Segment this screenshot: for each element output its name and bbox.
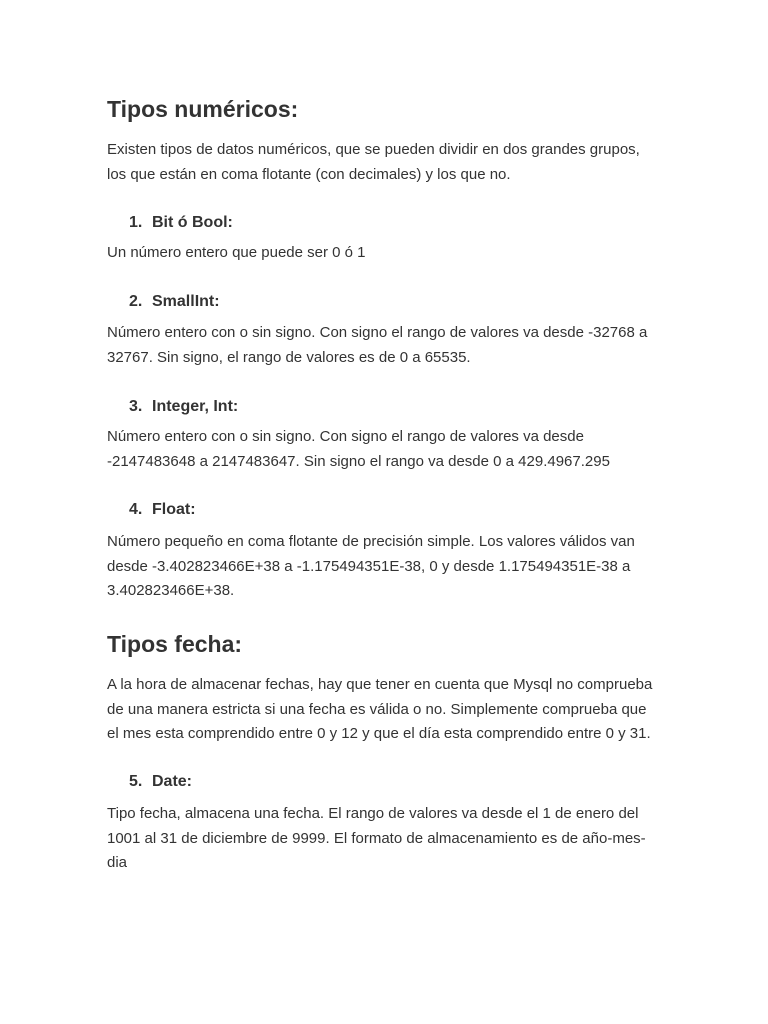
date-description — [107, 802, 667, 876]
section-heading-numeric: Tipos numéricos: — [107, 96, 299, 122]
list-item-title: Date: — [152, 773, 193, 790]
date-intro-line-1: A la hora de almacenar fechas, hay que tener en cuenta que Mysql no comprueba — [107, 676, 653, 693]
numeric-intro — [107, 138, 667, 187]
list-item-number: 2. — [129, 293, 143, 310]
list-item-title: Integer, Int: — [152, 398, 239, 415]
float-description — [107, 530, 667, 604]
smallint-description-line-1: Número entero con o sin signo. Con signo el rango de valores va desde -32768 a — [107, 324, 648, 341]
section-heading-date: Tipos fecha: — [107, 631, 243, 657]
list-item-number: 3. — [129, 398, 143, 415]
list-item-integer — [129, 397, 238, 417]
float-description-line-3: 3.402823466E+38. — [107, 582, 235, 599]
date-description-line-3: dia — [107, 854, 128, 871]
bit-bool-description — [107, 241, 667, 266]
list-item-bit-bool — [129, 213, 233, 233]
date-description-line-2: 1001 al 31 de diciembre de 9999. El formato de almacenamiento es de año-mes- — [107, 829, 646, 847]
integer-description — [107, 425, 667, 474]
float-description-line-2: desde -3.402823466E+38 a -1.175494351E-38, 0 y desde 1.175494351E-38 a — [107, 557, 631, 575]
bit-bool-description-line-1: Un número entero que puede ser 0 ó 1 — [107, 244, 366, 261]
numeric-intro-line-1: Existen tipos de datos numéricos, que se pueden dividir en dos grandes grupos, — [107, 141, 640, 158]
float-description-line-1: Número pequeño en coma flotante de precisión simple. Los valores válidos van — [107, 533, 635, 550]
list-item-title: SmallInt: — [152, 293, 220, 310]
list-item-title: Bit ó Bool: — [152, 214, 233, 231]
list-item-float — [129, 500, 196, 520]
smallint-description-line-2: 32767. Sin signo, el rango de valores es de 0 a 65535. — [107, 348, 471, 366]
list-item-date — [129, 772, 192, 792]
date-intro-line-2: de una manera estricta si una fecha es válida o no. Simplemente comprueba que — [107, 700, 647, 718]
date-intro-line-3: el mes esta comprendido entre 0 y 12 y que el día esta comprendido entre 0 y 31. — [107, 725, 651, 742]
numeric-intro-line-2: los que están en coma flotante (con decimales) y los que no. — [107, 165, 511, 183]
integer-description-line-2: -2147483648 a 2147483647. Sin signo el rango va desde 0 a 429.4967.295 — [107, 452, 610, 470]
list-item-title: Float: — [152, 501, 196, 518]
date-description-line-1: Tipo fecha, almacena una fecha. El rango de valores va desde el 1 de enero del — [107, 805, 639, 822]
smallint-description — [107, 321, 667, 370]
list-item-smallint — [129, 292, 220, 312]
list-item-number: 5. — [129, 773, 143, 790]
list-item-number: 1. — [129, 214, 143, 231]
list-item-number: 4. — [129, 501, 143, 518]
integer-description-line-1: Número entero con o sin signo. Con signo el rango de valores va desde — [107, 428, 584, 445]
date-intro — [107, 673, 667, 747]
